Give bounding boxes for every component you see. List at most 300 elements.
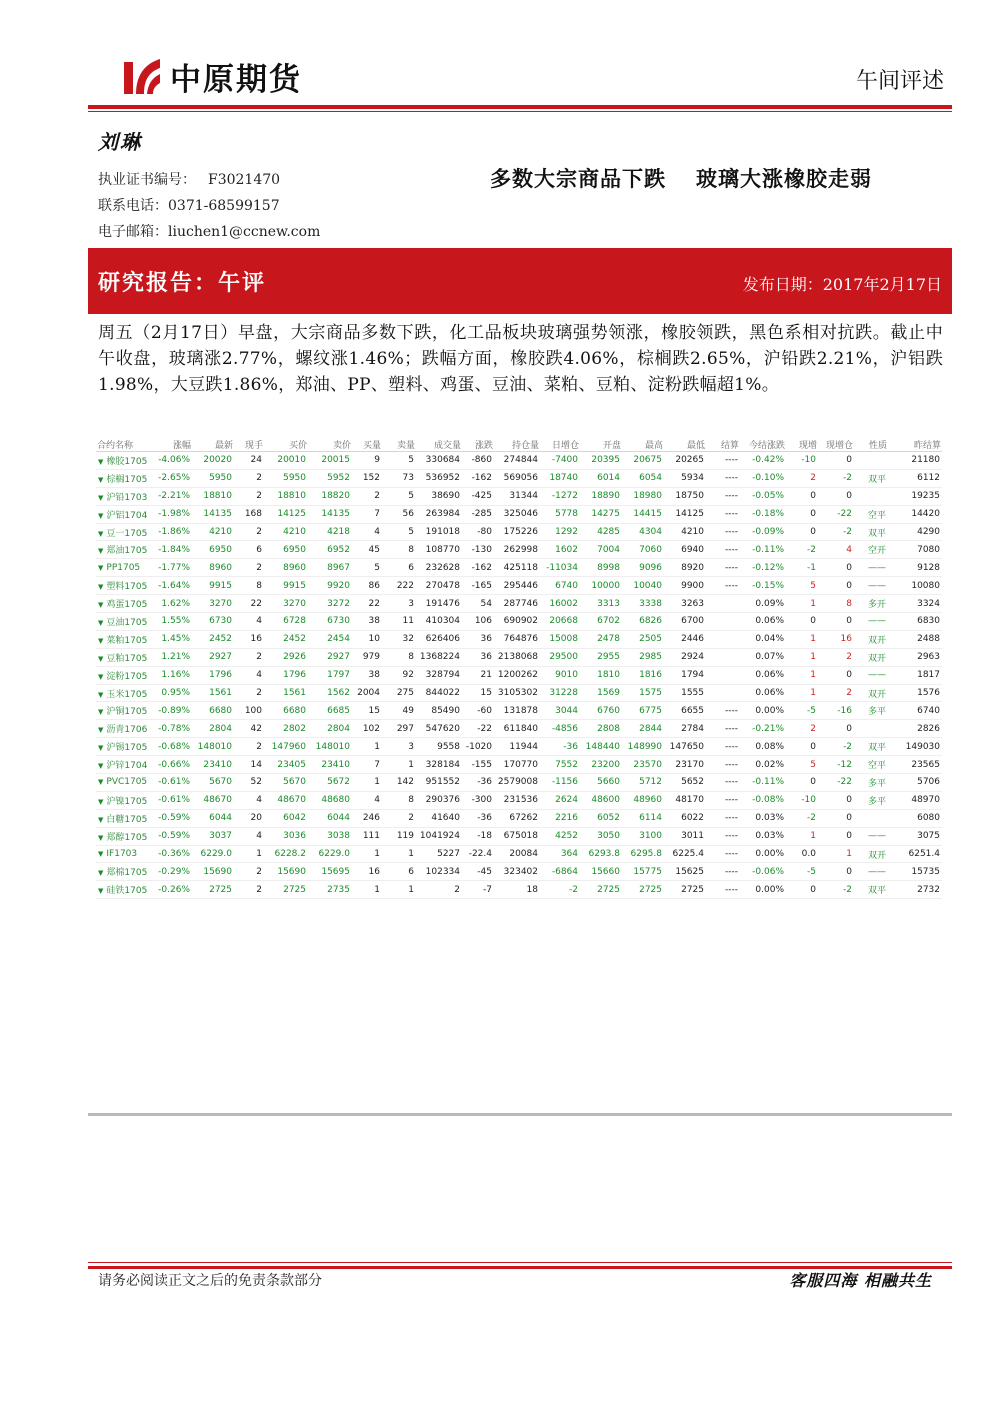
contract-name-cell[interactable] [96, 756, 152, 774]
license-line [98, 169, 280, 189]
table-cell: 15660 [580, 863, 622, 881]
table-cell: -2 [818, 469, 854, 487]
table-cell: 328794 [416, 666, 462, 684]
table-cell: 1041924 [416, 827, 462, 845]
table-cell: -45 [462, 863, 494, 881]
table-cell: 23410 [308, 756, 352, 774]
header-rule-thin [88, 111, 952, 112]
table-cell: 2 [234, 863, 264, 881]
table-cell: 1576 [888, 684, 942, 702]
table-row[interactable] [96, 452, 942, 470]
table-cell: 100 [234, 702, 264, 720]
table-cell: 2 [352, 487, 382, 505]
contract-name-cell[interactable] [96, 684, 152, 702]
headline-part-2: 玻璃大涨橡胶走弱 [696, 167, 872, 191]
table-cell: 1368224 [416, 648, 462, 666]
table-cell: 4285 [580, 523, 622, 541]
table-cell: 9 [352, 452, 382, 470]
table-cell: -2 [786, 809, 818, 827]
table-row[interactable] [96, 827, 942, 845]
table-cell: 5778 [540, 505, 580, 523]
table-cell: 4218 [308, 523, 352, 541]
contract-name-cell[interactable] [96, 487, 152, 505]
table-cell: -0.59% [152, 827, 192, 845]
table-cell: 0.02% [740, 756, 786, 774]
table-cell: -165 [462, 577, 494, 595]
table-cell: 287746 [494, 595, 540, 613]
table-cell: 10080 [888, 577, 942, 595]
column-header[interactable]: 涨跌 [474, 440, 493, 451]
contract-name-cell[interactable] [96, 630, 152, 648]
table-cell: 6251.4 [888, 845, 942, 863]
table-cell: 48670 [192, 791, 234, 809]
table-cell: -0.78% [152, 720, 192, 738]
table-cell: 3036 [264, 827, 308, 845]
table-cell: -22.4 [462, 845, 494, 863]
table-cell: 263984 [416, 505, 462, 523]
table-cell: 5 [382, 452, 416, 470]
contract-name-cell[interactable] [96, 523, 152, 541]
table-cell: 31228 [540, 684, 580, 702]
table-cell: 6702 [580, 613, 622, 631]
column-header[interactable]: 现手 [244, 440, 263, 451]
table-cell: 2725 [264, 881, 308, 899]
table-cell: 6080 [888, 809, 942, 827]
table-cell [854, 809, 888, 827]
table-cell: -10 [786, 452, 818, 470]
table-cell: 6760 [580, 702, 622, 720]
table-cell: 168 [234, 505, 264, 523]
table-cell: 15690 [264, 863, 308, 881]
table-cell: 73 [382, 469, 416, 487]
table-cell: 0 [786, 881, 818, 899]
table-cell: 152 [352, 469, 382, 487]
table-cell: 3075 [888, 827, 942, 845]
table-cell: 5652 [664, 774, 706, 792]
table-cell: -0.12% [740, 559, 786, 577]
table-cell: 0.00% [740, 845, 786, 863]
table-cell: ---- [706, 487, 740, 505]
table-header-row [96, 437, 942, 452]
table-cell: 323402 [494, 863, 540, 881]
table-cell: 0 [818, 452, 854, 470]
table-cell: 2 [416, 881, 462, 899]
table-row[interactable] [96, 738, 942, 756]
table-cell: 1796 [264, 666, 308, 684]
table-cell: 0.06% [740, 684, 786, 702]
table-cell: 2725 [664, 881, 706, 899]
table-cell: -1020 [462, 738, 494, 756]
table-cell: 20084 [494, 845, 540, 863]
contract-name-cell[interactable] [96, 559, 152, 577]
table-row[interactable] [96, 630, 942, 648]
table-cell: 20668 [540, 613, 580, 631]
table-cell: ---- [706, 756, 740, 774]
table-cell: -0.29% [152, 863, 192, 881]
down-arrow-icon: ▼ [98, 511, 104, 520]
brand-logo [122, 54, 338, 98]
contract-name: 沪锌1704 [106, 761, 148, 772]
table-cell: 7004 [580, 541, 622, 559]
table-cell: 6728 [264, 613, 308, 631]
table-cell: 14135 [308, 505, 352, 523]
table-row[interactable] [96, 487, 942, 505]
table-cell: 1797 [308, 666, 352, 684]
table-cell: 1817 [888, 666, 942, 684]
table-cell: -60 [462, 702, 494, 720]
table-cell: 2725 [580, 881, 622, 899]
column-header[interactable]: 现增 [798, 440, 817, 451]
table-cell: -0.15% [740, 577, 786, 595]
table-cell: 8960 [192, 559, 234, 577]
table-cell: -0.11% [740, 541, 786, 559]
table-cell: 1 [786, 595, 818, 613]
table-row[interactable] [96, 666, 942, 684]
table-cell: 8 [234, 577, 264, 595]
column-header[interactable]: 买量 [362, 440, 381, 451]
contract-name-cell[interactable] [96, 666, 152, 684]
contract-name-cell[interactable] [96, 648, 152, 666]
table-cell: 175226 [494, 523, 540, 541]
table-cell: 102 [352, 720, 382, 738]
contract-name-cell[interactable] [96, 595, 152, 613]
table-cell: 15690 [192, 863, 234, 881]
contract-name-cell[interactable] [96, 720, 152, 738]
table-cell: 23200 [580, 756, 622, 774]
table-cell: 23410 [192, 756, 234, 774]
table-row[interactable] [96, 756, 942, 774]
contract-name-cell[interactable] [96, 791, 152, 809]
table-cell: ---- [706, 577, 740, 595]
table-row[interactable] [96, 684, 942, 702]
table-cell: 5 [786, 577, 818, 595]
table-cell: 2725 [622, 881, 664, 899]
contract-name-cell[interactable] [96, 541, 152, 559]
column-header[interactable]: 日增仓 [551, 440, 579, 451]
table-cell: 14 [234, 756, 264, 774]
contract-name-cell[interactable] [96, 738, 152, 756]
table-cell: 6775 [622, 702, 664, 720]
table-cell: 1816 [622, 666, 664, 684]
table-cell: 2 [234, 648, 264, 666]
column-header[interactable]: 合约名称 [97, 440, 134, 451]
table-cell: 3270 [192, 595, 234, 613]
contract-name-cell[interactable] [96, 452, 152, 470]
table-cell: -18 [462, 827, 494, 845]
company-slogan: 客服四海 相融共生 [789, 1271, 932, 1290]
table-cell: 270478 [416, 577, 462, 595]
table-cell: 38 [352, 613, 382, 631]
table-cell: 双平 [854, 469, 888, 487]
table-cell: -0.66% [152, 756, 192, 774]
table-cell: 15008 [540, 630, 580, 648]
table-cell: 4 [234, 613, 264, 631]
table-cell: 290376 [416, 791, 462, 809]
table-cell: 148440 [580, 738, 622, 756]
table-row[interactable] [96, 559, 942, 577]
table-cell: 36 [462, 630, 494, 648]
table-cell: 8 [382, 648, 416, 666]
table-cell: -2 [818, 738, 854, 756]
table-cell: -36 [462, 774, 494, 792]
table-cell: ---- [706, 541, 740, 559]
table-cell: 0 [818, 791, 854, 809]
table-cell: 569056 [494, 469, 540, 487]
publish-date [743, 272, 942, 295]
table-cell: 18740 [540, 469, 580, 487]
table-row[interactable] [96, 577, 942, 595]
table-cell: 双开 [854, 845, 888, 863]
table-row[interactable] [96, 613, 942, 631]
table-cell: 147960 [264, 738, 308, 756]
table-cell: 2216 [540, 809, 580, 827]
contract-name-cell[interactable] [96, 577, 152, 595]
table-cell: 8 [382, 791, 416, 809]
contract-name: 郑醇1705 [106, 832, 148, 843]
column-header[interactable]: 卖量 [396, 440, 415, 451]
table-cell: -0.61% [152, 791, 192, 809]
table-cell: 48600 [580, 791, 622, 809]
column-header[interactable]: 最高 [644, 440, 663, 451]
down-arrow-icon: ▼ [98, 726, 104, 735]
contract-name-cell[interactable] [96, 845, 152, 863]
table-cell: 0 [818, 487, 854, 505]
table-cell: 双平 [854, 738, 888, 756]
table-cell: 1562 [308, 684, 352, 702]
table-cell: 410304 [416, 613, 462, 631]
contract-name-cell[interactable] [96, 613, 152, 631]
table-cell: 1 [352, 845, 382, 863]
contract-name-cell[interactable] [96, 827, 152, 845]
table-cell: -860 [462, 452, 494, 470]
table-cell: 2478 [580, 630, 622, 648]
table-cell: 18810 [192, 487, 234, 505]
table-cell: 1561 [264, 684, 308, 702]
table-cell: -1 [786, 559, 818, 577]
table-cell: 32 [382, 630, 416, 648]
contract-name: 豆粕1705 [106, 653, 148, 664]
table-cell: 6229.0 [308, 845, 352, 863]
author-name: 刘琳 [98, 130, 142, 154]
table-cell: 14125 [664, 505, 706, 523]
table-cell: 2802 [264, 720, 308, 738]
down-arrow-icon: ▼ [98, 547, 104, 556]
table-cell: 9900 [664, 577, 706, 595]
down-arrow-icon: ▼ [98, 869, 104, 878]
table-cell: 48170 [664, 791, 706, 809]
table-cell: 0.08% [740, 738, 786, 756]
down-arrow-icon: ▼ [98, 744, 104, 753]
table-cell: 2 [234, 523, 264, 541]
table-cell: 844022 [416, 684, 462, 702]
table-cell: 双开 [854, 684, 888, 702]
table-cell: 18750 [664, 487, 706, 505]
column-header[interactable]: 结算 [720, 440, 739, 451]
table-row[interactable] [96, 505, 942, 523]
table-cell: 67262 [494, 809, 540, 827]
table-cell: -2.65% [152, 469, 192, 487]
table-cell: 764876 [494, 630, 540, 648]
brand-mark-icon [122, 56, 162, 96]
column-header[interactable]: 昨结算 [913, 440, 941, 451]
column-header[interactable]: 今结涨跌 [748, 440, 785, 451]
table-cell: -6864 [540, 863, 580, 881]
contract-name-cell[interactable] [96, 505, 152, 523]
table-cell: 111 [352, 827, 382, 845]
table-cell: 2 [234, 487, 264, 505]
table-cell: 29500 [540, 648, 580, 666]
table-row[interactable] [96, 791, 942, 809]
table-cell: 双开 [854, 630, 888, 648]
table-cell: 222 [382, 577, 416, 595]
table-cell: 18 [494, 881, 540, 899]
table-row[interactable] [96, 469, 942, 487]
table-cell: 6700 [664, 613, 706, 631]
table-cell: 3338 [622, 595, 664, 613]
table-cell: 2955 [580, 648, 622, 666]
table-row[interactable] [96, 863, 942, 881]
table-cell: 3272 [308, 595, 352, 613]
table-cell: 6685 [308, 702, 352, 720]
table-cell: 2844 [622, 720, 664, 738]
contract-name: 郑油1705 [106, 546, 148, 557]
table-cell: -0.61% [152, 774, 192, 792]
table-row[interactable] [96, 809, 942, 827]
table-row[interactable] [96, 595, 942, 613]
column-header[interactable]: 现增仓 [825, 440, 853, 451]
table-cell: 6 [382, 559, 416, 577]
table-cell: 0.06% [740, 613, 786, 631]
table-cell: 14275 [580, 505, 622, 523]
table-cell: 8 [382, 541, 416, 559]
table-cell: 18890 [580, 487, 622, 505]
table-cell: 2826 [888, 720, 942, 738]
table-cell: 双平 [854, 523, 888, 541]
down-arrow-icon: ▼ [98, 797, 104, 806]
table-cell: -2 [818, 523, 854, 541]
table-cell: 6052 [580, 809, 622, 827]
column-header[interactable]: 开盘 [602, 440, 621, 451]
contract-name-cell[interactable] [96, 809, 152, 827]
table-cell: ---- [706, 702, 740, 720]
table-cell: 4210 [264, 523, 308, 541]
table-cell: 85490 [416, 702, 462, 720]
table-cell: 19235 [888, 487, 942, 505]
down-arrow-icon: ▼ [98, 778, 104, 787]
table-row[interactable] [96, 720, 942, 738]
column-header[interactable]: 最低 [686, 440, 705, 451]
table-row[interactable] [96, 702, 942, 720]
table-cell: 20010 [264, 452, 308, 470]
table-cell: 330684 [416, 452, 462, 470]
table-cell: 547620 [416, 720, 462, 738]
table-cell: 6680 [264, 702, 308, 720]
table-cell: 690902 [494, 613, 540, 631]
email-address[interactable]: liuchen1@ccnew.com [168, 224, 321, 240]
table-cell: 22 [234, 595, 264, 613]
table-cell: 2454 [308, 630, 352, 648]
table-row[interactable] [96, 774, 942, 792]
report-headline [490, 163, 872, 193]
table-row[interactable] [96, 881, 942, 899]
table-cell: 1.16% [152, 666, 192, 684]
table-cell: 6950 [192, 541, 234, 559]
down-arrow-icon: ▼ [98, 563, 104, 572]
table-cell: 7080 [888, 541, 942, 559]
table-row[interactable] [96, 845, 942, 863]
contract-name-cell[interactable] [96, 469, 152, 487]
table-cell: 16 [234, 630, 264, 648]
table-cell: 0 [818, 577, 854, 595]
table-cell: 21 [462, 666, 494, 684]
table-cell: 8967 [308, 559, 352, 577]
table-cell: 4304 [622, 523, 664, 541]
table-row[interactable] [96, 648, 942, 666]
column-header[interactable]: 持仓量 [511, 440, 539, 451]
table-cell: —— [854, 559, 888, 577]
table-cell: 56 [382, 505, 416, 523]
table-cell: 5 [382, 487, 416, 505]
table-cell: 1 [352, 881, 382, 899]
contract-name: 郑棉1705 [106, 868, 148, 879]
contract-name-cell[interactable] [96, 863, 152, 881]
table-cell: 2808 [580, 720, 622, 738]
column-header[interactable]: 成交量 [433, 440, 461, 451]
table-cell: 45 [352, 541, 382, 559]
contract-name-cell[interactable] [96, 702, 152, 720]
table-cell: 49 [382, 702, 416, 720]
table-cell: 22 [352, 595, 382, 613]
column-header[interactable]: 最新 [214, 440, 233, 451]
table-cell: ---- [706, 809, 740, 827]
table-cell: 48960 [622, 791, 664, 809]
contract-name: 菜粕1705 [106, 635, 148, 646]
contract-name: 塑料1705 [106, 582, 148, 593]
table-cell: 4 [818, 541, 854, 559]
table-cell: 262998 [494, 541, 540, 559]
table-cell: -22 [462, 720, 494, 738]
table-cell: 148010 [192, 738, 234, 756]
table-cell: 52 [234, 774, 264, 792]
table-cell: —— [854, 577, 888, 595]
table-cell: 3105302 [494, 684, 540, 702]
table-cell: 15 [462, 684, 494, 702]
table-cell: 7 [352, 756, 382, 774]
table-cell: 5952 [308, 469, 352, 487]
table-cell: 2 [786, 469, 818, 487]
table-cell: 36 [462, 648, 494, 666]
down-arrow-icon: ▼ [98, 618, 104, 627]
table-cell: 10000 [580, 577, 622, 595]
table-row[interactable] [96, 523, 942, 541]
table-cell: 1 [786, 630, 818, 648]
table-cell: 20395 [580, 452, 622, 470]
table-cell: 142 [382, 774, 416, 792]
column-header[interactable]: 卖价 [332, 440, 351, 451]
table-row[interactable] [96, 541, 942, 559]
table-cell: 14415 [622, 505, 664, 523]
table-cell [706, 595, 740, 613]
column-header[interactable]: 涨幅 [172, 440, 191, 451]
table-cell: 2784 [664, 720, 706, 738]
contract-name-cell[interactable] [96, 881, 152, 899]
contract-name: 玉米1705 [106, 689, 148, 700]
contract-name-cell[interactable] [96, 774, 152, 792]
table-cell: 0.00% [740, 702, 786, 720]
column-header[interactable]: 性质 [868, 440, 887, 451]
column-header[interactable]: 买价 [288, 440, 307, 451]
table-cell: ---- [706, 845, 740, 863]
